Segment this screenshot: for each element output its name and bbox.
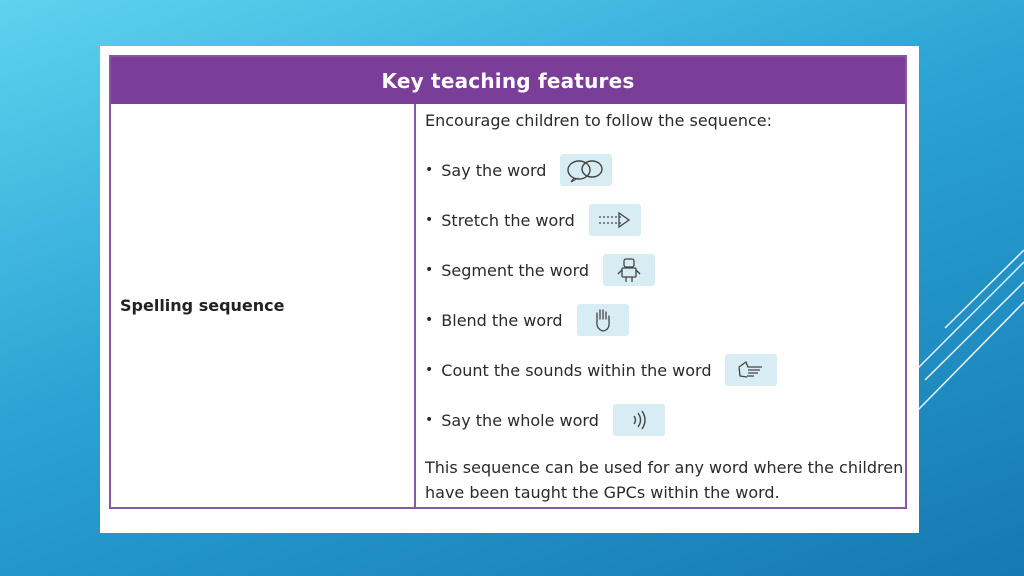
step-label: Say the whole word bbox=[441, 410, 599, 430]
step-stretch-word bbox=[425, 204, 641, 236]
bullet: • bbox=[425, 312, 434, 328]
step-label: Say the word bbox=[441, 160, 547, 180]
row-label-cell bbox=[111, 104, 416, 507]
row-label: Spelling sequence bbox=[120, 296, 285, 315]
step-label: Blend the word bbox=[441, 310, 563, 330]
step-label: Segment the word bbox=[441, 260, 590, 280]
bullet: • bbox=[425, 262, 434, 278]
sound-waves-icon bbox=[613, 404, 665, 436]
step-say-word bbox=[425, 154, 612, 186]
step-segment-word bbox=[425, 254, 655, 286]
bullet: • bbox=[425, 362, 434, 378]
robot-icon bbox=[603, 254, 655, 286]
stretch-arrow-icon bbox=[589, 204, 641, 236]
step-blend-word bbox=[425, 304, 629, 336]
intro-text: Encourage children to follow the sequence: bbox=[425, 111, 772, 130]
speech-bubbles-icon bbox=[560, 154, 612, 186]
step-label: Count the sounds within the word bbox=[441, 360, 712, 380]
bullet: • bbox=[425, 412, 434, 428]
table-row bbox=[111, 104, 905, 507]
step-count-sounds bbox=[425, 354, 777, 386]
features-table bbox=[109, 55, 907, 509]
outro-text: This sequence can be used for any word where the children have been taught the GPCs within the word. bbox=[425, 458, 904, 502]
content-card bbox=[100, 46, 919, 533]
step-say-whole-word bbox=[425, 404, 665, 436]
row-content-cell bbox=[416, 104, 905, 507]
step-label: Stretch the word bbox=[441, 210, 575, 230]
table-header: Key teaching features bbox=[111, 57, 905, 104]
bullet: • bbox=[425, 212, 434, 228]
counting-hand-icon bbox=[725, 354, 777, 386]
bullet: • bbox=[425, 162, 434, 178]
hand-icon bbox=[577, 304, 629, 336]
